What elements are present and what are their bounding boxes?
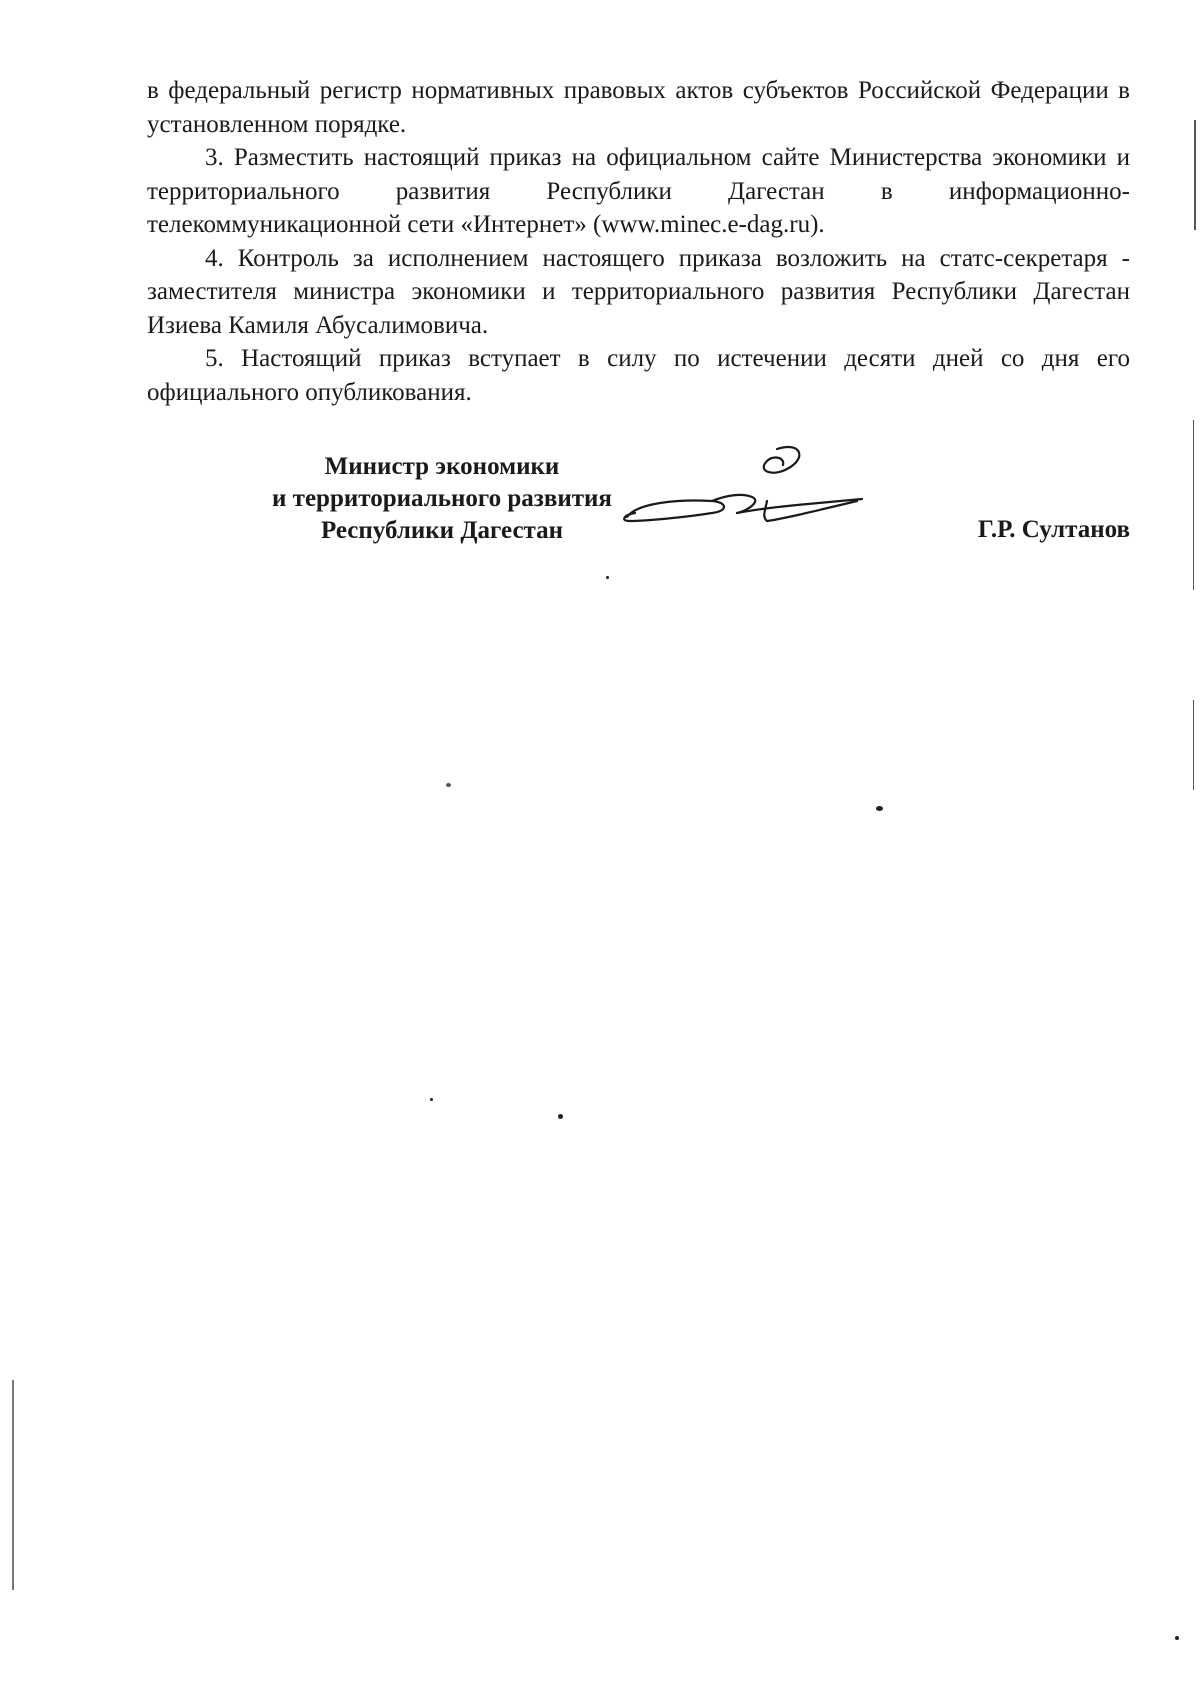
signature-block bbox=[147, 451, 1130, 551]
paragraph-3: 3. Разместить настоящий приказ на официальном сайте Министерства экономики и территориального развития Республики Дагестан в информационно-телекоммуникационной сети «Интернет» (www.minec.e-dag.ru). bbox=[147, 144, 1130, 238]
signatory-title-line-3: Республики Дагестан bbox=[320, 517, 564, 544]
scan-speck bbox=[430, 1098, 433, 1101]
scan-speck bbox=[446, 783, 451, 787]
scan-speck bbox=[558, 1114, 563, 1119]
signatory-title-line-2: и территориального развития bbox=[272, 485, 612, 512]
paragraph-4: 4. Контроль за исполнением настоящего приказа возложить на статс-секретаря - заместителя министра экономики и территориального развития Республики Дагестан Изиева Камиля Абусалимовича. bbox=[147, 244, 1130, 339]
signatory-title-line-1: Министр экономики bbox=[324, 453, 560, 480]
signatory-name: Г.Р. Султанов bbox=[977, 516, 1130, 543]
document-body bbox=[147, 74, 1130, 409]
scan-speck bbox=[606, 576, 609, 579]
scan-edge-line bbox=[1194, 120, 1196, 230]
scan-edge-line bbox=[1193, 420, 1194, 590]
paragraph-continuation: в федеральный регистр нормативных правовых актов субъектов Российской Федерации в установленном порядке. bbox=[147, 77, 1130, 138]
signatory-title bbox=[207, 451, 677, 547]
scan-edge-line bbox=[1193, 700, 1194, 790]
scan-speck bbox=[876, 806, 883, 811]
scan-edge-line bbox=[12, 1380, 14, 1590]
scan-speck bbox=[1175, 1636, 1179, 1640]
handwritten-signature-icon bbox=[617, 441, 867, 551]
paragraph-5: 5. Настоящий приказ вступает в силу по истечении десяти дней со дня его официального опубликования. bbox=[147, 345, 1130, 406]
